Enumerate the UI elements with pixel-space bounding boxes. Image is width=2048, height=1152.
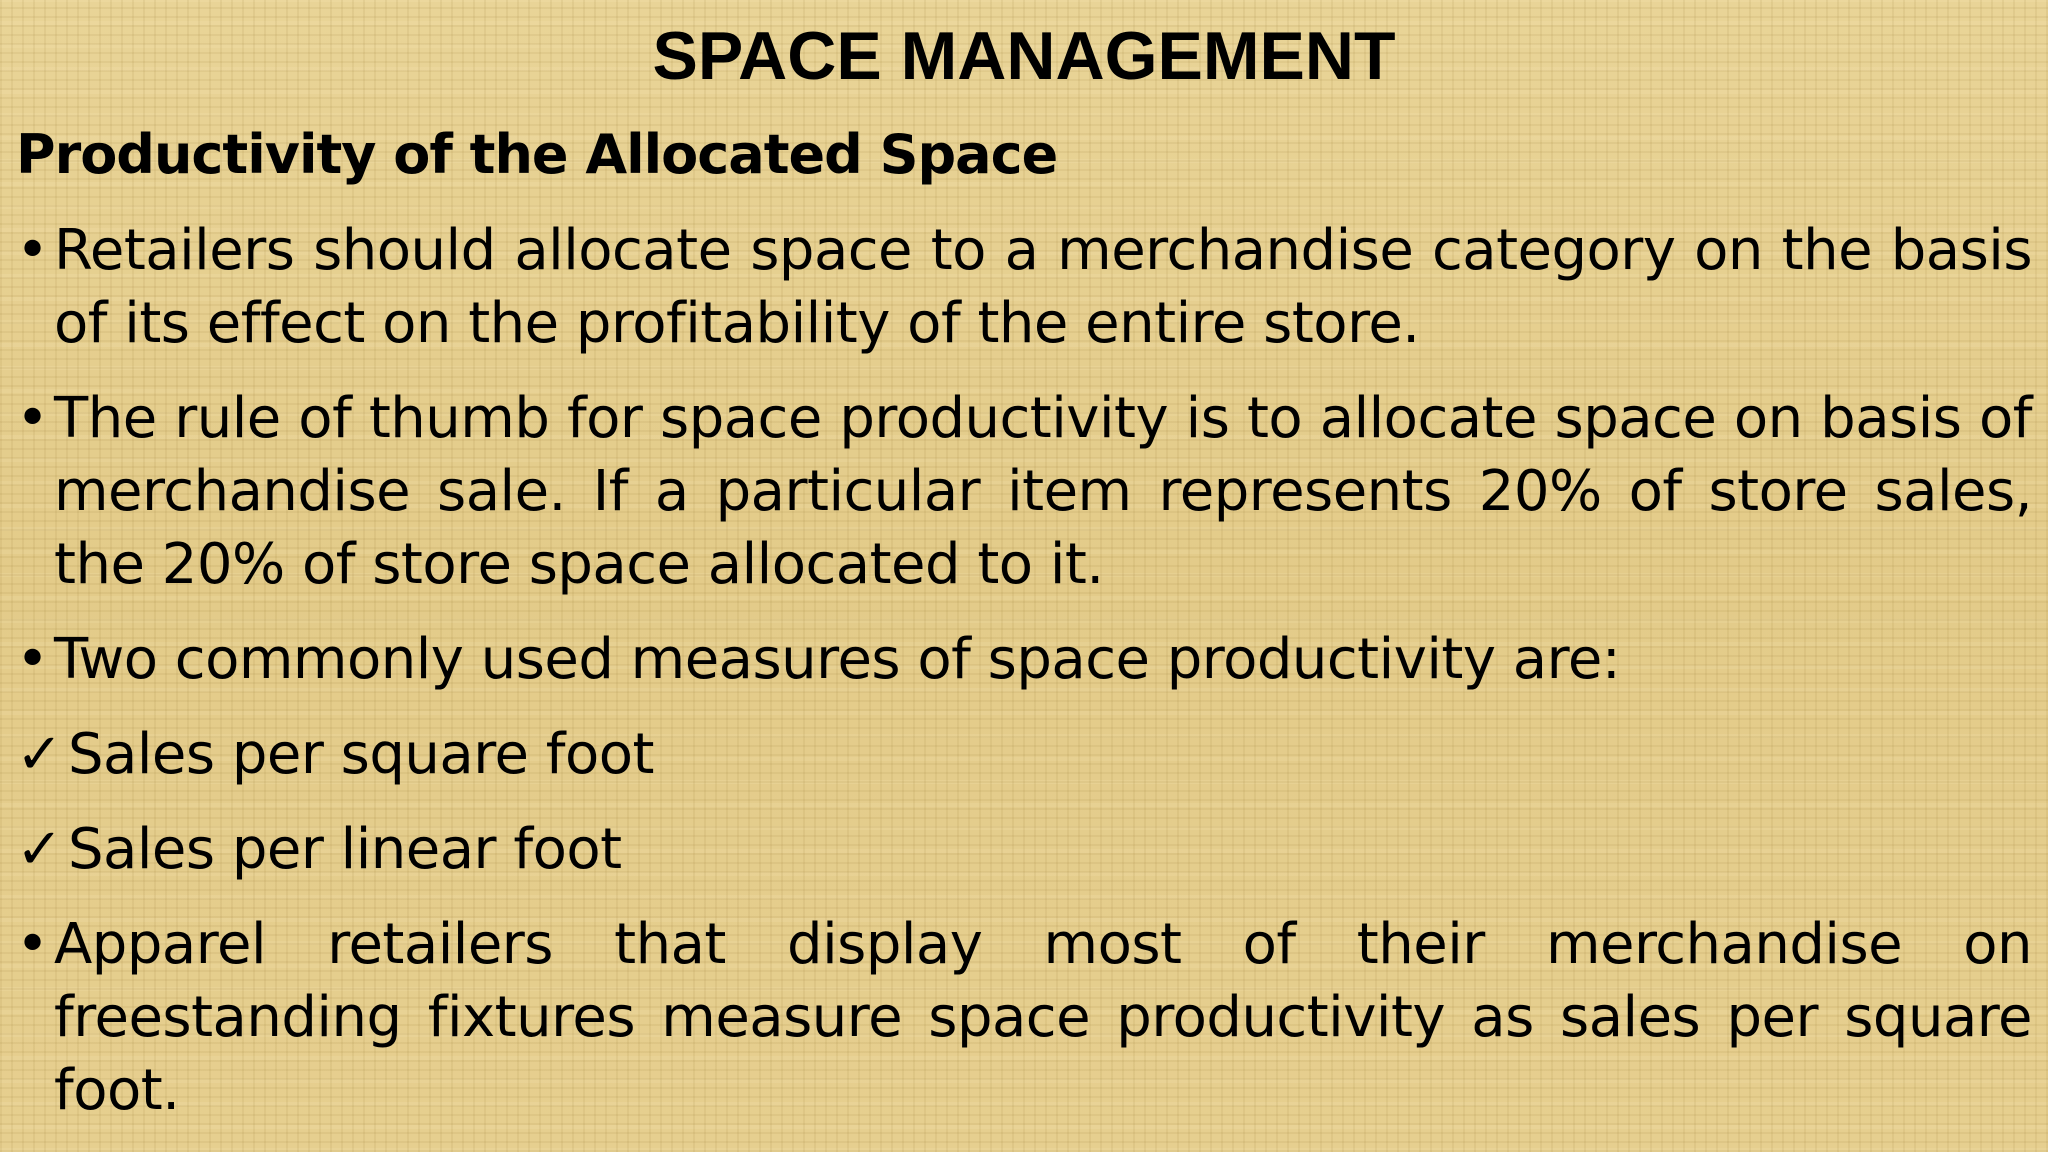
- slide-content: [16, 214, 2032, 1149]
- bullet-item: • Retailers should allocate space to a merchandise category on the basis of its effect on the profitability of the entire store.: [16, 214, 2032, 360]
- check-item: [16, 718, 2032, 791]
- bullet-item: • Apparel retailers that display most of their merchandise on freestanding fixtures measure space productivity as sales per square foot.: [16, 908, 2032, 1127]
- check-item-label: Sales per linear foot: [68, 817, 622, 882]
- slide-subtitle: Productivity of the Allocated Space: [16, 123, 1058, 186]
- bullet-item: • Two commonly used measures of space productivity are:: [16, 623, 2032, 696]
- slide-title: SPACE MANAGEMENT: [652, 18, 1396, 94]
- bullet-item: • The rule of thumb for space productivity is to allocate space on basis of merchandise sale. If a particular item represents 20% of store sales, the 20% of store space allocated to it.: [16, 382, 2032, 601]
- check-icon: ✓: [16, 817, 63, 882]
- check-item-label: Sales per square foot: [68, 722, 654, 787]
- check-item: [16, 813, 2032, 886]
- check-icon: ✓: [16, 722, 63, 787]
